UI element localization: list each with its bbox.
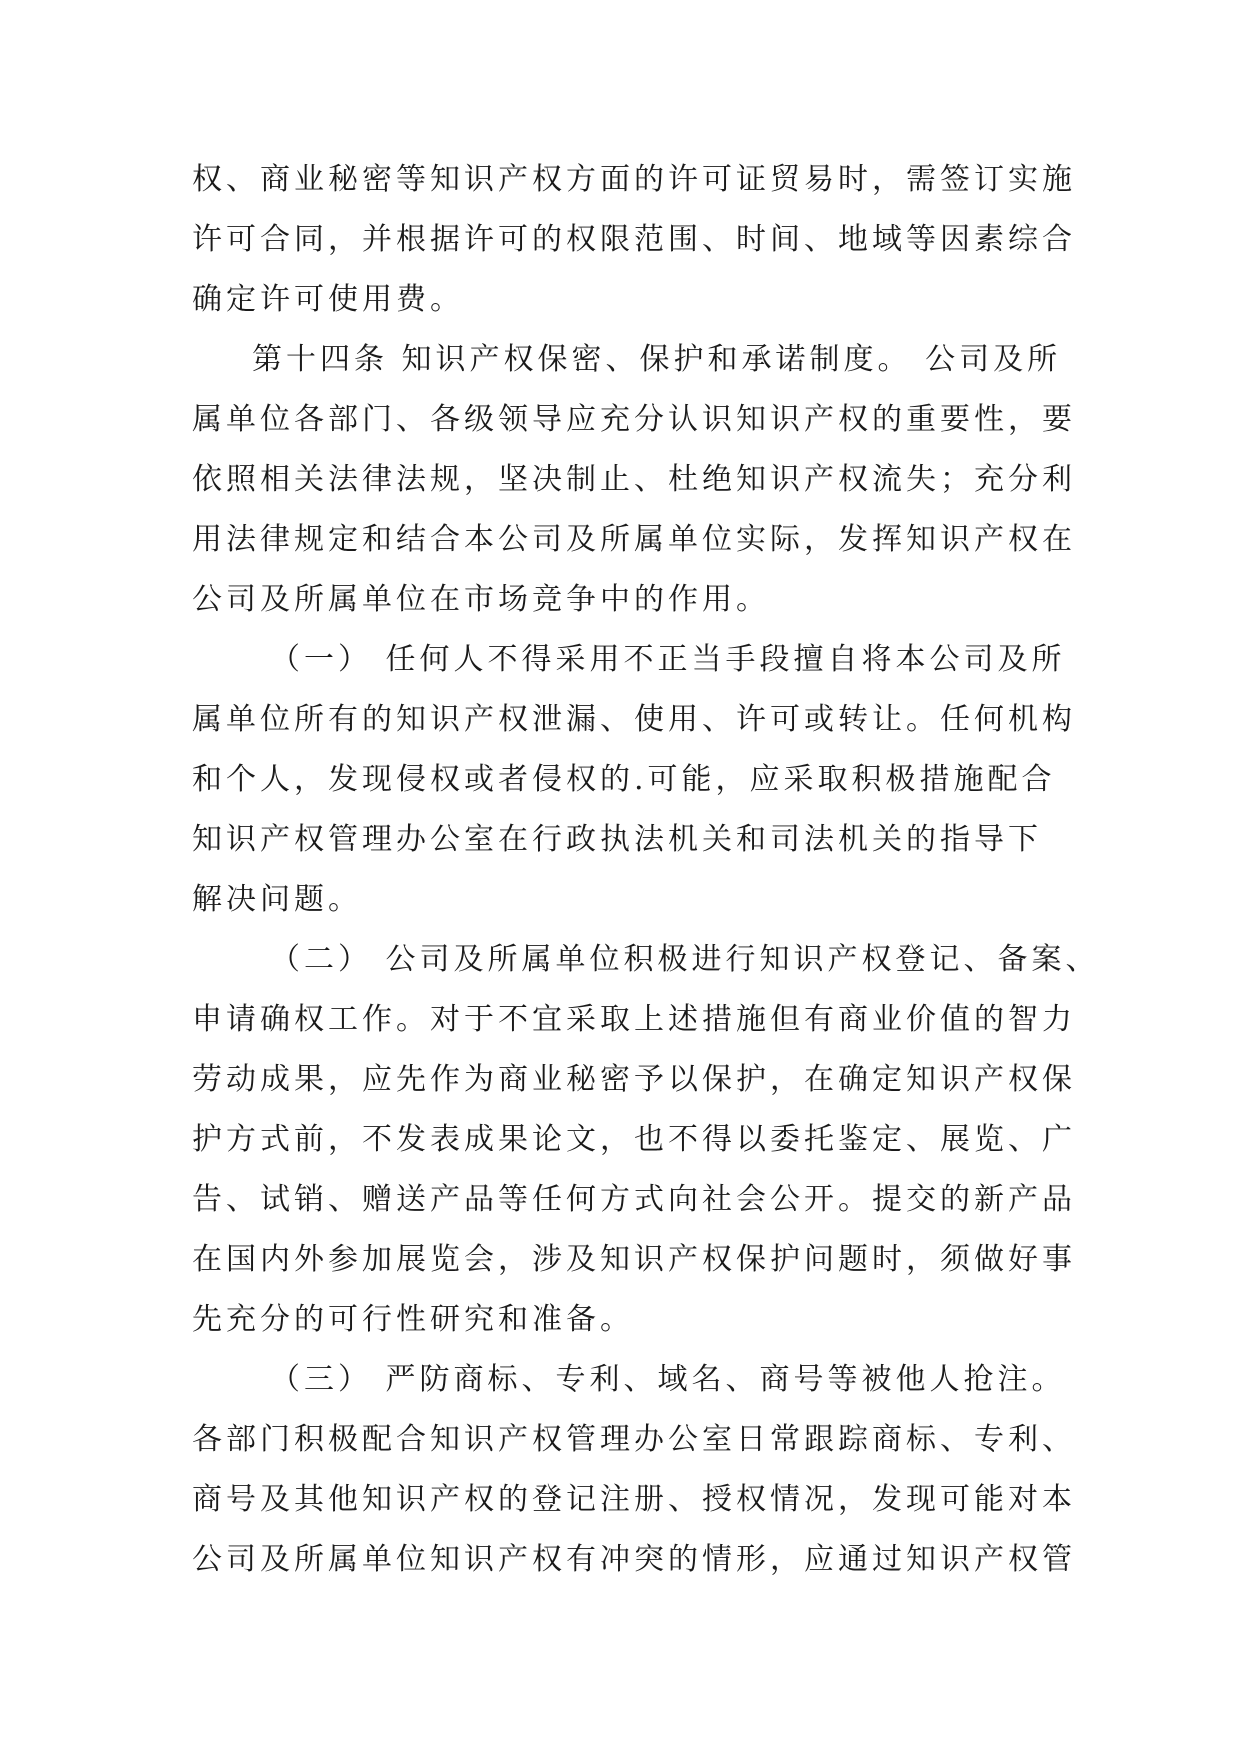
paragraph-article-14 [192,330,1076,630]
text-line: （一） 任何人不得采用不正当手段擅自将本公司及所 [270,642,1066,677]
text-line: 先充分的可行性研究和准备。 [192,1302,634,1337]
text-line: （三） 严防商标、专利、域名、商号等被他人抢注。 [270,1362,1066,1397]
text-line: 和个人，发现侵权或者侵权的.可能，应采取积极措施配合 [192,762,1056,797]
text-line: 依照相关法律法规，坚决制止、杜绝知识产权流失；充分利 [192,462,1076,497]
text-line: 公司及所属单位知识产权有冲突的情形，应通过知识产权管 [192,1542,1076,1577]
text-line: 属单位各部门、各级领导应充分认识知识产权的重要性，要 [192,402,1076,437]
text-line: 知识产权管理办公室在行政执法机关和司法机关的指导下 [192,822,1042,857]
paragraph-item-3 [192,1350,1076,1590]
text-line: 权、商业秘密等知识产权方面的许可证贸易时，需签订实施 [192,162,1076,197]
text-line: 各部门积极配合知识产权管理办公室日常跟踪商标、专利、 [192,1422,1076,1457]
text-line: 属单位所有的知识产权泄漏、使用、许可或转让。任何机构 [192,702,1076,737]
text-line: 告、试销、赠送产品等任何方式向社会公开。提交的新产品 [192,1182,1076,1217]
text-line: 解决问题。 [192,882,362,917]
text-line: 护方式前，不发表成果论文，也不得以委托鉴定、展览、广 [192,1122,1076,1157]
text-line: （二） 公司及所属单位积极进行知识产权登记、备案、 [270,942,1100,977]
text-line: 第十四条 知识产权保密、保护和承诺制度。 公司及所 [252,342,1062,377]
text-line: 在国内外参加展览会，涉及知识产权保护问题时，须做好事 [192,1242,1076,1277]
text-line: 确定许可使用费。 [192,282,464,317]
text-line: 申请确权工作。对于不宜采取上述措施但有商业价值的智力 [192,1002,1076,1037]
text-line: 公司及所属单位在市场竞争中的作用。 [192,582,770,617]
text-line: 许可合同，并根据许可的权限范围、时间、地域等因素综合 [192,222,1076,257]
paragraph-item-2 [192,930,1100,1350]
text-line: 商号及其他知识产权的登记注册、授权情况，发现可能对本 [192,1482,1076,1517]
document-body [192,150,1100,1590]
paragraph-license-fee [192,150,1076,330]
text-line: 劳动成果，应先作为商业秘密予以保护，在确定知识产权保 [192,1062,1076,1097]
paragraph-item-1 [192,630,1076,930]
text-line: 用法律规定和结合本公司及所属单位实际，发挥知识产权在 [192,522,1076,557]
